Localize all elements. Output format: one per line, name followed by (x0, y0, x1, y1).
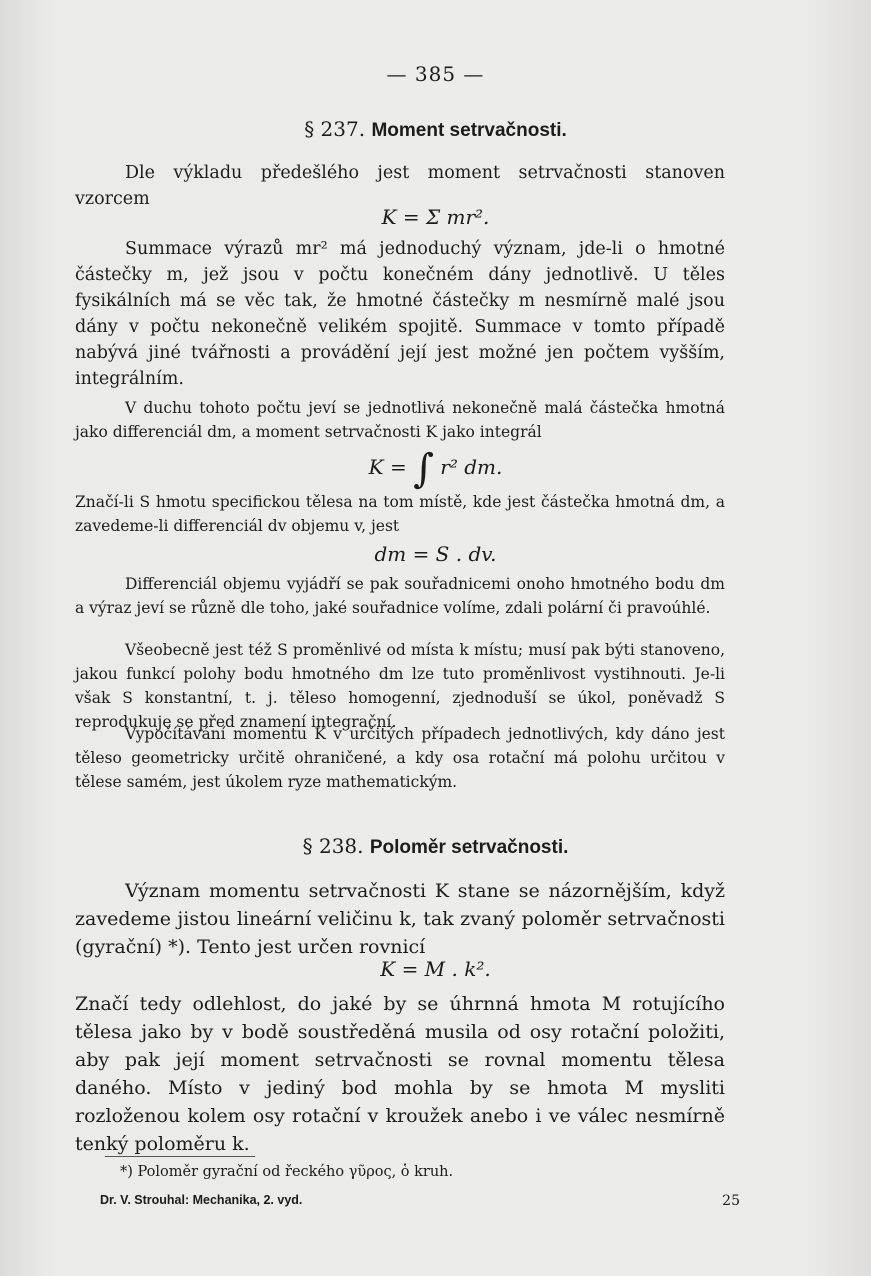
section-237-para1: Summace výrazů mr² má jednoduchý význam, jde-li o hmotné částečky m, jež jsou v počtu konečném dány jednotlivě. U těles fysikálních má se věc tak, že hmotné částečky m nesmírně malé jsou dány v počtu nekonečně velikém spojitě. Summace v tomto případě nabývá jiné tvářnosti a provádění její jest možné jen počtem vyšším, integrálním. (75, 239, 725, 389)
section-237-para6: Vypočítávání momentu K v určitých případech jednotlivých, kdy dáno jest těleso geometricky určitě ohraničené, a kdy osa rotační má polohu určitou v tělese samém, jest úkolem ryze mathematickým. (75, 725, 725, 791)
footer (100, 1193, 740, 1207)
formula-integral-left: K = (368, 455, 407, 479)
section-237-para2: V duchu tohoto počtu jeví se jednotlivá nekonečně malá částečka hmotná jako differenciál dm, a moment setrvačnosti K jako integrál (75, 399, 725, 441)
footnote: *) Poloměr gyrační od řeckého γῦρος, ὁ kruh. (120, 1164, 454, 1180)
integral-sign: ∫ (413, 446, 434, 492)
section-238-para2: Značí tedy odlehlost, do jaké by se úhrnná hmota M rotujícího tělesa jako by v bodě soustředěná musila od osy rotační položiti, aby pak její moment setrvačnosti se rovnal momentu tělesa daného. Místo v jediný bod mohla by se hmota M mysliti rozloženou kolem osy rotační v kroužek anebo i ve válec nesmírně tenký poloměru k. (75, 993, 725, 1155)
formula-k-mk2: K = M . k². (380, 957, 491, 981)
page-number: — 385 — (386, 62, 485, 86)
section-238-title: Poloměr setrvačnosti. (369, 837, 569, 858)
footer-text: Dr. V. Strouhal: Mechanika, 2. vyd. (100, 1193, 303, 1207)
section-237-para4: Differenciál objemu vyjádří se pak souřadnicemi onoho hmotného bodu dm a výraz jeví se různě dle toho, jaké souřadnice volíme, zdali polární či pravoúhlé. (75, 575, 725, 617)
section-238-para1-block (75, 877, 725, 961)
section-237-heading (0, 117, 871, 142)
section-237-para5: Všeobecně jest též S proměnlivé od místa k místu; musí pak býti stanoveno, jakou funkcí polohy bodu hmotného dm lze tuto proměnlivost vystihnouti. Je-li však S konstantní, t. j. těleso homogenní, zjednoduší se úkol, poněvadž S reprodukuje se před znamení integrační. (75, 641, 725, 731)
section-237-para5-block (75, 638, 725, 734)
formula-k-integral (0, 446, 871, 492)
section-237-para3-block (75, 490, 725, 538)
section-237-para4-block (75, 572, 725, 620)
section-237-para1-block (75, 236, 725, 392)
footnote-rule (105, 1156, 255, 1157)
section-238-para1: Význam momentu setrvačnosti K stane se názornějším, když zavedeme jistou lineární veličinu k, tak zvaný poloměr setrvačnosti (gyrační) *). Tento jest určen rovnicí (75, 880, 725, 958)
section-238-heading (0, 834, 871, 859)
section-238-para2-block (75, 990, 725, 1158)
formula-integral-right: r² dm. (440, 455, 503, 479)
section-238-number: § 238. (302, 834, 364, 858)
formula-dm: dm = S . dv. (374, 542, 497, 566)
section-237-number: § 237. (304, 117, 366, 141)
formula-k-sum: K = Σ mr². (381, 205, 490, 229)
section-237-title: Moment setrvačnosti. (371, 120, 567, 141)
section-237-para2-block (75, 396, 725, 444)
signature-mark: 25 (722, 1193, 740, 1209)
section-237-para6-block (75, 722, 725, 794)
section-237-intro: Dle výkladu předešlého jest moment setrvačnosti stanoven vzorcem (75, 163, 725, 209)
section-237-para3: Značí-li S hmotu specifickou tělesa na tom místě, kde jest částečka hmotná dm, a zavedeme-li differenciál dv objemu v, jest (75, 493, 725, 535)
